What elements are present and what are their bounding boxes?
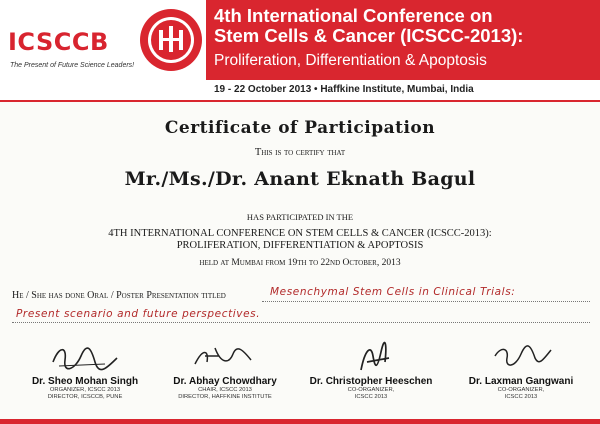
conference-dates: 19 - 22 October 2013 • Haffkine Institute, Mumbai, India [214, 84, 474, 95]
icsccb-logo [4, 22, 134, 84]
conference-name-line1: 4TH INTERNATIONAL CONFERENCE ON STEM CELLS & CANCER (ICSCC-2013): [108, 228, 492, 239]
signatory-name: Dr. Laxman Gangwani [468, 376, 574, 387]
dotted-line [262, 301, 590, 302]
presentation-title-line2: Present scenario and future perspectives. [16, 308, 261, 320]
held-text: held at Mumbai from 19th to 22nd October, 2013 [199, 258, 401, 268]
signatory-role: DIRECTOR, ICSCCB, PUNE [47, 394, 123, 400]
signatory-role: ICSCC 2013 [354, 394, 388, 400]
signatory-name: Dr. Abhay Chowdhary [173, 376, 277, 387]
logo-text: ICSCCB [8, 28, 109, 56]
signature-icon [331, 340, 411, 374]
signatory [446, 340, 596, 401]
signatory [10, 340, 160, 401]
logo-tagline: The Present of Future Science Leaders! [10, 62, 135, 69]
signatory [296, 340, 446, 401]
certify-text: This is to certify that [254, 147, 346, 158]
signatory-role: CHAIR, ICSCC 2013 [198, 387, 252, 393]
signature-icon [481, 340, 561, 374]
header [0, 0, 600, 100]
conference-title: 4th International Conference on Stem Cells & Cancer (ICSCC-2013): [214, 5, 524, 46]
participant-name: Mr./Ms./Dr. Anant Eknath Bagul [124, 168, 476, 190]
signatory-role: ORGANIZER, ICSCC 2013 [49, 387, 121, 393]
signatory-name: Dr. Sheo Mohan Singh [31, 376, 139, 387]
signatory-role: CO-ORGANIZER, [497, 387, 545, 393]
signatory-role: ICSCC 2013 [504, 394, 538, 400]
conference-name-line2: PROLIFERATION, DIFFERENTIATION & APOPTOSIS [176, 240, 424, 251]
dotted-line [12, 322, 590, 323]
signatory-role: CO-ORGANIZER, [347, 387, 395, 393]
presentation-title-line1: Mesenchymal Stem Cells in Clinical Trials: [270, 286, 516, 298]
conference-banner [206, 0, 600, 80]
participated-text: HAS PARTICIPATED IN THE [246, 212, 354, 222]
haffkine-seal-icon [139, 8, 203, 72]
certificate-title: Certificate of Participation [164, 118, 436, 138]
footer-divider [0, 419, 600, 424]
signature-icon [45, 340, 125, 374]
header-divider [0, 100, 600, 102]
signatory-role: DIRECTOR, HAFFKINE INSTITUTE [178, 394, 272, 400]
signatory-name: Dr. Christopher Heeschen [309, 376, 433, 387]
signature-icon [185, 340, 265, 374]
conference-subtitle: Proliferation, Differentiation & Apoptosis [214, 52, 487, 69]
signatory [150, 340, 300, 401]
presentation-label: He / She has done Oral / Poster Presentation titled [12, 290, 226, 301]
